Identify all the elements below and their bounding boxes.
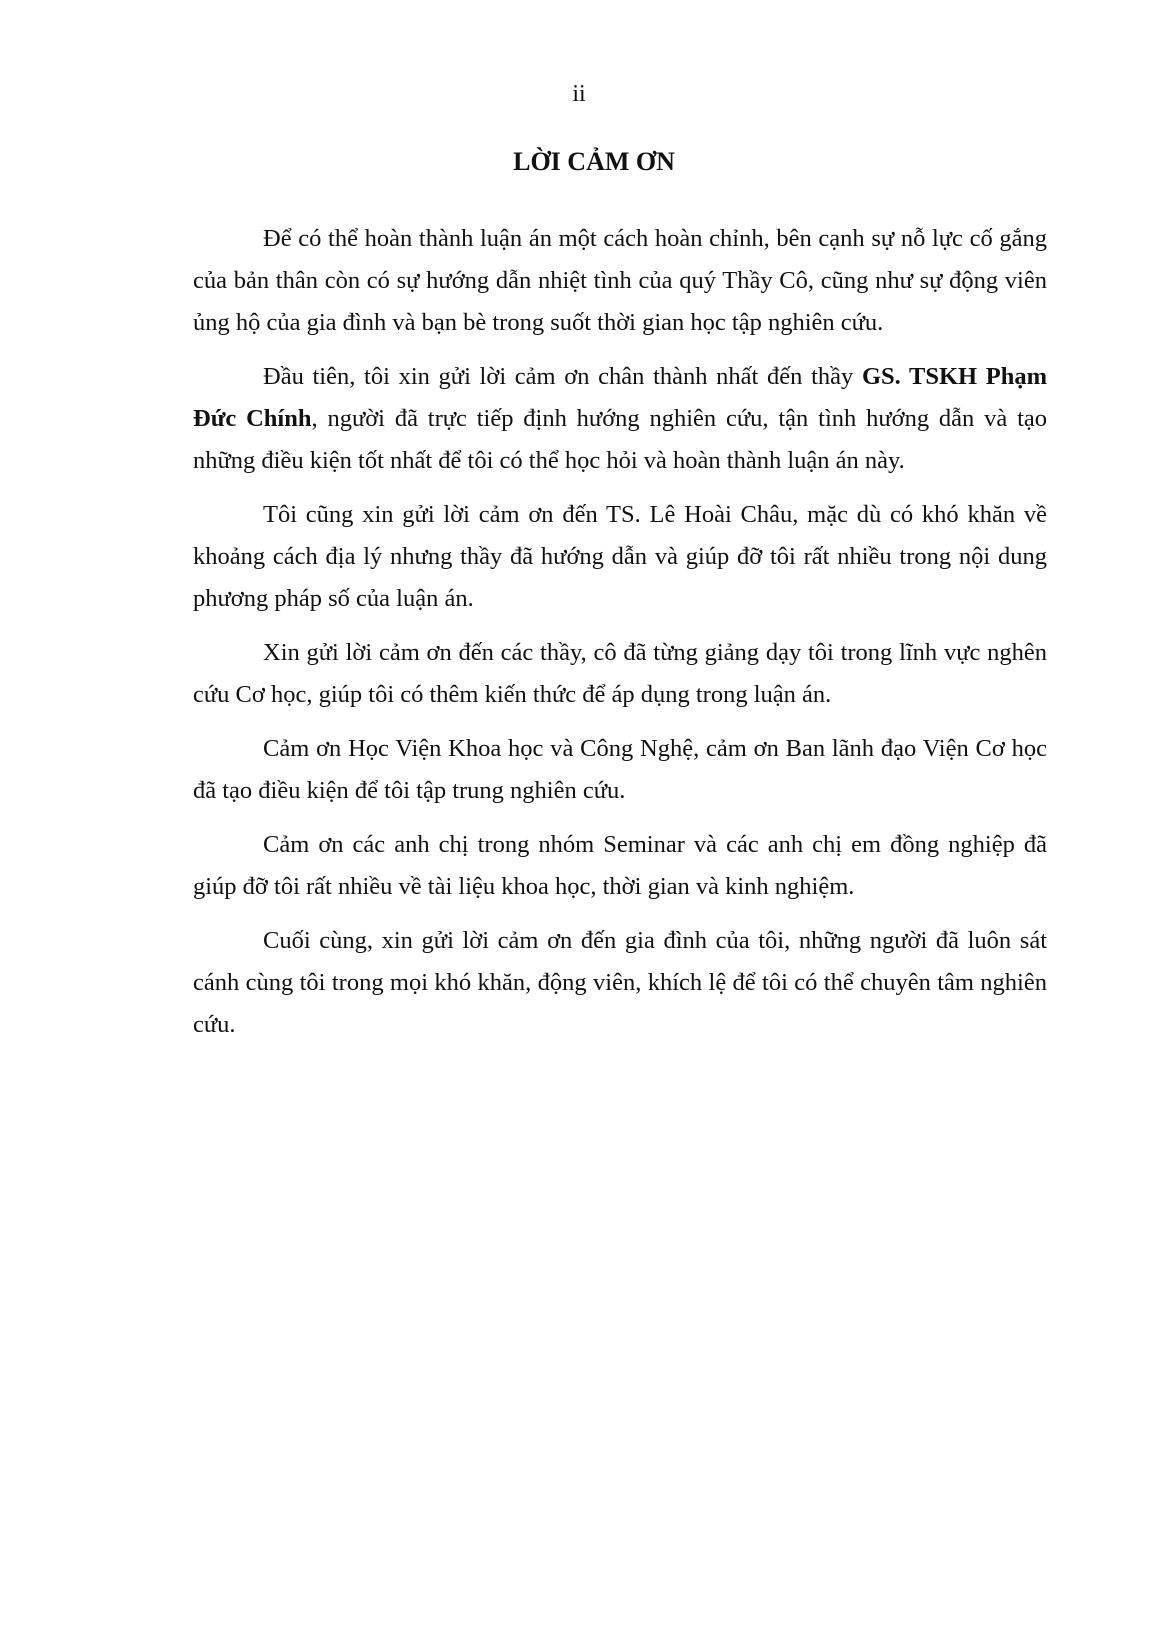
paragraph-main-advisor-before: Đầu tiên, tôi xin gửi lời cảm ơn chân thành nhất đến thầy: [263, 363, 862, 390]
paragraph-institute: Cảm ơn Học Viện Khoa học và Công Nghệ, cảm ơn Ban lãnh đạo Viện Cơ học đã tạo điều kiện để tôi tập trung nghiên cứu.: [193, 735, 1047, 804]
paragraph-family: Cuối cùng, xin gửi lời cảm ơn đến gia đình của tôi, những người đã luôn sát cánh cùng tôi trong mọi khó khăn, động viên, khích lệ để tôi có thể chuyên tâm nghiên cứu.: [193, 927, 1047, 1038]
acknowledgement-body: [193, 218, 1047, 1058]
page-number: ii: [572, 81, 586, 107]
page-title: LỜI CẢM ƠN: [513, 147, 675, 176]
paragraph-main-advisor-after: , người đã trực tiếp định hướng nghiên cứu, tận tình hướng dẫn và tạo những điều kiện tốt nhất để tôi có thể học hỏi và hoàn thành luận án này.: [193, 405, 1047, 474]
paragraph-intro: Để có thể hoàn thành luận án một cách hoàn chỉnh, bên cạnh sự nỗ lực cố gắng của bản thân còn có sự hướng dẫn nhiệt tình của quý Thầy Cô, cũng như sự động viên ủng hộ của gia đình và bạn bè trong suốt thời gian học tập nghiên cứu.: [193, 225, 1047, 336]
paragraph-colleagues: Cảm ơn các anh chị trong nhóm Seminar và các anh chị em đồng nghiệp đã giúp đỡ tôi rất nhiều về tài liệu khoa học, thời gian và kinh nghiệm.: [193, 831, 1047, 900]
paragraph-teachers: Xin gửi lời cảm ơn đến các thầy, cô đã từng giảng dạy tôi trong lĩnh vực nghên cứu Cơ học, giúp tôi có thêm kiến thức để áp dụng trong luận án.: [193, 639, 1047, 708]
paragraph-co-advisor: Tôi cũng xin gửi lời cảm ơn đến TS. Lê Hoài Châu, mặc dù có khó khăn về khoảng cách địa lý nhưng thầy đã hướng dẫn và giúp đỡ tôi rất nhiều trong nội dung phương pháp số của luận án.: [193, 501, 1047, 612]
advisor-name: GS. TSKH Phạm Đức Chính: [193, 363, 1047, 432]
paragraph-main-advisor: [193, 356, 1047, 482]
